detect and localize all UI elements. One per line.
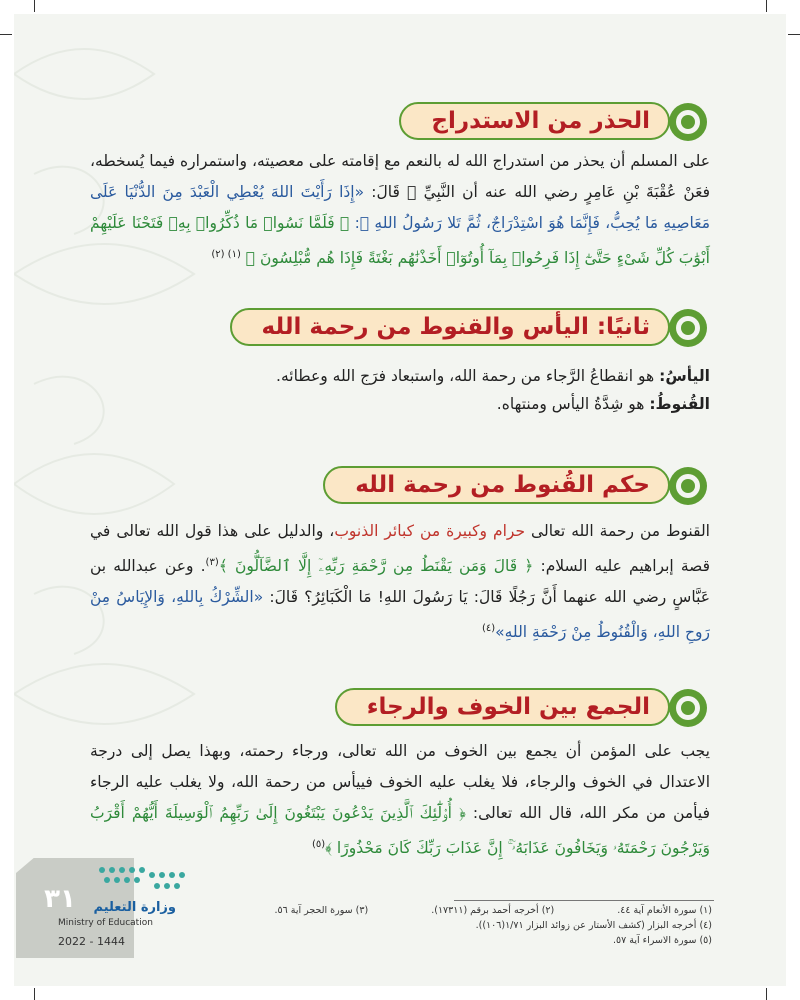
hadith-text: «إِذَا رَأَيْتَ اللهَ يُعْطِي الْعَبْدَ مِنَ الدُّنْيَا عَلَى مَعَاصِيهِ مَا يُحِبُّ، فَإِنَّمَا هُوَ اسْتِدْرَاجٌ، ثُمَّ تَلا رَسُولُ اللهِ ﷺ: [90, 183, 710, 232]
paragraph-text: ، والدليل على هذا قول الله تعالى في قصة إبراهيم عليه السلام: [90, 522, 710, 576]
heading-banner [230, 308, 671, 346]
flower-ornament-icon [666, 686, 710, 730]
definition-text: هو شِدَّةُ اليأس ومنتهاه. [496, 395, 645, 413]
crop-mark [766, 0, 767, 12]
ministry-name-en: Ministry of Education [58, 918, 153, 928]
paragraph-istidraj [90, 146, 710, 274]
heading-title: ثانيًا: اليأس والقنوط من رحمة الله [261, 314, 650, 340]
definition-row [90, 362, 710, 390]
heading-banner [323, 466, 670, 504]
term-label: اليأسُ: [659, 367, 710, 385]
ministry-name: وزارة التعليم [93, 900, 176, 915]
footnote: (٣) سورة الحجر آية ٥٦. [274, 905, 369, 916]
page-number: ٣١ [44, 884, 76, 914]
ministry-logo-icon [92, 862, 196, 896]
footnote-ref: (١) (٢) [211, 249, 241, 260]
footnote-row [180, 903, 712, 918]
paragraph-fear-hope [90, 736, 710, 864]
paragraph-text: القنوط من رحمة الله تعالى [531, 522, 710, 540]
footnote: (٢) أخرجه أحمد برقم (١٧٣١١). [431, 905, 555, 916]
section-heading-fear-hope [366, 686, 732, 730]
quran-verse: ﴿ قَالَ وَمَن يَقْنَطُ مِن رَّحْمَةِ رَبِّهِۦٓ إِلَّا ٱلضَّآلُّونَ ﴾ [218, 557, 534, 576]
footnote-ref: (٥) [311, 839, 326, 850]
flower-ornament-icon [666, 464, 710, 508]
footnote: (١) سورة الأنعام آية ٤٤. [617, 905, 712, 916]
footnote: (٤) أخرجه البزار (كشف الأستار عن زوائد البزار ١/٧١(١٠٦)). [475, 920, 712, 931]
footnote-divider [454, 900, 714, 901]
highlight-text: حرام وكبيرة من كبائر الذنوب [334, 522, 526, 540]
flower-ornament-icon [666, 100, 710, 144]
crop-mark [34, 988, 35, 1000]
flower-ornament-icon [666, 306, 710, 350]
paragraph-text: على المسلم أن يحذر من استدراج الله له بالنعم مع إقامته على معصيته، واستمراره فيما يُسخطه، فعَنْ عُقْبَةَ بْنِ عَامِرٍ رضي الله عنه أن النَّبِيِّ ﷺ قَالَ: [90, 152, 711, 201]
heading-banner [399, 102, 670, 140]
section-heading-istidraj [420, 100, 732, 144]
paragraph-text: يجب على المؤمن أن يجمع بين الخوف من الله تعالى، ورجاء رحمته، وبهذا يصل إلى درجة الاعتدال في الخوف والرجاء، فلا يغلب عليه الخوف فييأس من رحمة الله، ولا يغلب عليه الرجاء فيأمن من مكر الله، قال الله تعالى: [90, 742, 710, 822]
definitions-block [90, 362, 710, 418]
crop-mark [34, 0, 35, 12]
section-heading-despair [261, 306, 732, 350]
heading-title: حكم القُنوط من رحمة الله [355, 472, 650, 498]
footnote-ref: (٤) [481, 623, 496, 635]
section-heading-ruling [355, 464, 732, 508]
footnotes [180, 903, 712, 948]
definition-row [90, 390, 710, 418]
term-label: القُنوطُ: [649, 395, 710, 413]
paragraph-text: . وعن عبدالله بن عَبَّاسٍ رضي الله عنهما أَنَّ رَجُلًا قَالَ: يَا رَسُولَ اللهِ! مَا الْكَبَائِرُ؟ قَالَ: [90, 557, 710, 607]
hadith-text: «الشِّرْكُ بِاللهِ، وَالإِيَاسُ مِنْ رَوحِ اللهِ، وَالْقُنُوطُ مِنْ رَحْمَةِ اللهِ» [90, 588, 710, 642]
paragraph-ruling [90, 516, 710, 648]
footnote-ref: (٣) [205, 557, 219, 568]
heading-title: الحذر من الاستدراج [431, 108, 650, 134]
edition-year: 2022 - 1444 [58, 935, 125, 948]
crop-mark [0, 34, 12, 35]
definition-text: هو انقطاعُ الرَّجاء من رحمة الله، واستبعاد فرَج الله وعطائه. [276, 367, 655, 385]
quran-verse: ﴿ أُو۟لَٰٓئِكَ ٱلَّذِينَ يَدْعُونَ يَبْتَغُونَ إِلَىٰ رَبِّهِمُ ٱلْوَسِيلَةَ أَيُّهُمْ أَقْرَبُ وَيَرْجُونَ رَحْمَتَهُۥ وَيَخَافُونَ عَذَابَهُۥٓ ۚ إِنَّ عَذَابَ رَبِّكَ كَانَ مَحْذُورًا ﴾ [90, 804, 710, 858]
crop-mark [766, 988, 767, 1000]
quran-verse: ﴿ فَلَمَّا نَسُوا۟ مَا ذُكِّرُوا۟ بِهِۦ فَتَحْنَا عَلَيْهِمْ أَبْوَٰبَ كُلِّ شَىْءٍ حَتَّىٰٓ إِذَا فَرِحُوا۟ بِمَآ أُوتُوٓا۟ أَخَذْنَٰهُم بَغْتَةً فَإِذَا هُم مُّبْلِسُونَ ﴾ [90, 214, 710, 268]
crop-mark [788, 34, 800, 35]
footnote: (٥) سورة الاسراء آية ٥٧. [612, 935, 712, 946]
heading-title: الجمع بين الخوف والرجاء [366, 694, 650, 720]
heading-banner [335, 688, 670, 726]
